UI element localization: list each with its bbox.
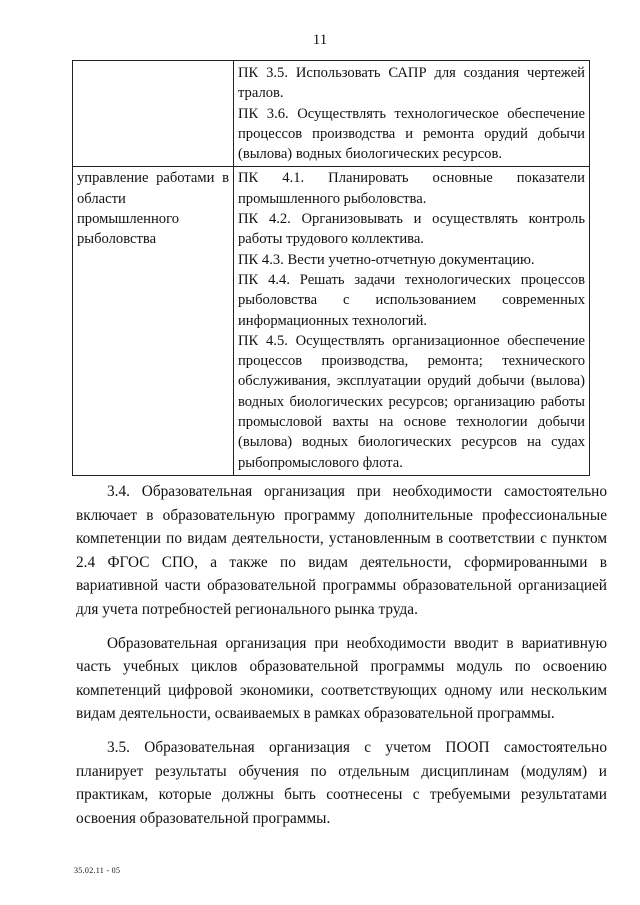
activity-area-cell [73,61,234,167]
competency-item: ПК 4.1. Планировать основные показатели промышленного рыболовства. [238,170,585,207]
footer-code: 35.02.11 - 05 [74,866,121,875]
competency-item: ПК 4.2. Организовывать и осуществлять контроль работы трудового коллектива. [238,211,585,248]
paragraph-3-4: 3.4. Образовательная организация при необходимости самостоятельно включает в образовательную программу дополнительные профессиональные компетенции по видам деятельности, установленным в соответствии с пунктом 2.4 ФГОС СПО, а также по видам деятельности, сформированными в вариативной части образовательной программы образовательной организацией для учета потребностей регионального рынка труда. [76,483,607,618]
body-text [76,480,607,840]
page-number: 11 [312,32,328,48]
competency-item: ПК 3.5. Использовать САПР для создания чертежей тралов. [238,65,585,102]
paragraph-3-5: 3.5. Образовательная организация с учетом ПООП самостоятельно планирует результаты обучения по отдельным дисциплинам (модулям) и практикам, которые должны быть соотнесены с требуемыми результатами освоения образовательной программы. [76,738,607,827]
table-row [73,167,590,475]
competency-item: ПК 4.3. Вести учетно-отчетную документацию. [238,251,535,268]
paragraph-digital-economy: Образовательная организация при необходимости вводит в вариативную часть учебных циклов образовательной программы модуль по освоению компетенций цифровой экономики, соответствующих одному или нескольким видам деятельности, осваиваемых в рамках образовательной программы. [76,634,607,723]
competency-item: ПК 4.4. Решать задачи технологических процессов рыболовства с использованием современных информационных технологий. [238,271,585,329]
competencies-cell [234,167,590,475]
competency-item: ПК 4.5. Осуществлять организационное обеспечение процессов производства, ремонта; технического обслуживания, эксплуатации орудий добычи (вылова) водных биологических ресурсов; организацию работы промысловой вахты на основе технологии добычи (вылова) водных биологических ресурсов на судах рыбопромыслового флота. [238,332,585,471]
activity-area-cell: управление работами в области промышленного рыболовства [73,167,234,475]
table-row [73,61,590,167]
competency-item: ПК 3.6. Осуществлять технологическое обеспечение процессов производства и ремонта орудий добычи (вылова) водных биологических ресурсов. [238,105,585,163]
competencies-cell [234,61,590,167]
competencies-table [72,60,590,476]
